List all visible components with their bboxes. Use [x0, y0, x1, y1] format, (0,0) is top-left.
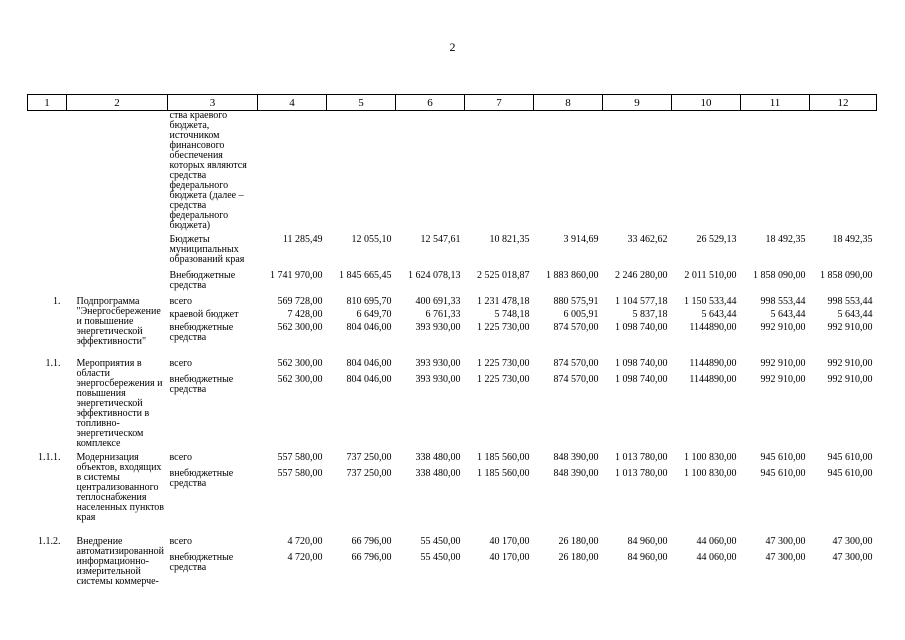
value-cell: 338 480,00: [415, 452, 461, 463]
value-cell: 84 960,00: [627, 552, 668, 563]
value-cell: 874 570,00: [553, 374, 599, 385]
value-cell: 1 098 740,00: [615, 374, 668, 385]
source-label: внебюджетные средства: [169, 552, 234, 573]
source-label: всего: [169, 296, 193, 307]
value-cell: 47 300,00: [832, 552, 873, 563]
value-cell: 1 741 970,00: [270, 270, 323, 281]
value-cell: 18 492,35: [765, 234, 806, 245]
value-cell: 1 100 830,00: [684, 468, 737, 479]
value-cell: 40 170,00: [489, 552, 530, 563]
value-cell: 66 796,00: [351, 552, 392, 563]
header-cell: 4: [258, 95, 327, 111]
value-cell: 557 580,00: [277, 468, 323, 479]
continued-source-text: ства краевого бюджета, источником финансового обеспечения которых являются средства федерального бюджета (далее – средства федерального бюджета): [169, 110, 247, 231]
value-cell: 6 649,70: [356, 309, 392, 320]
source-label: всего: [169, 452, 193, 463]
value-cell: 5 837,18: [632, 309, 668, 320]
header-row: [28, 95, 877, 111]
source-label: всего: [169, 358, 193, 369]
value-cell: 1 624 078,13: [408, 270, 461, 281]
value-cell: 992 910,00: [760, 358, 806, 369]
value-cell: 393 930,00: [415, 358, 461, 369]
value-cell: 848 390,00: [553, 452, 599, 463]
value-cell: 1 845 665,45: [339, 270, 392, 281]
value-cell: 33 462,62: [627, 234, 668, 245]
value-cell: 66 796,00: [351, 536, 392, 547]
value-cell: 562 300,00: [277, 374, 323, 385]
value-cell: 47 300,00: [765, 536, 806, 547]
value-cell: 992 910,00: [760, 322, 806, 333]
value-cell: 569 728,00: [277, 296, 323, 307]
value-cell: 1 185 560,00: [477, 468, 530, 479]
item-number: 1.: [53, 296, 61, 307]
table-row: [28, 111, 877, 232]
value-cell: 1 883 860,00: [546, 270, 599, 281]
value-cell: 2 011 510,00: [684, 270, 737, 281]
value-cell: 5 643,44: [837, 309, 873, 320]
value-cell: 737 250,00: [346, 452, 392, 463]
page-number: 2: [449, 40, 456, 54]
value-cell: 26 529,13: [696, 234, 737, 245]
header-cell: 10: [672, 95, 741, 111]
value-cell: 400 691,33: [415, 296, 461, 307]
table-row: [28, 537, 877, 553]
value-cell: 945 610,00: [827, 468, 873, 479]
value-cell: 1 185 560,00: [477, 452, 530, 463]
value-cell: 1 225 730,00: [477, 374, 530, 385]
value-cell: 55 450,00: [420, 552, 461, 563]
value-cell: 992 910,00: [827, 322, 873, 333]
table-row: [28, 359, 877, 375]
value-cell: 338 480,00: [415, 468, 461, 479]
value-cell: 804 046,00: [346, 374, 392, 385]
value-cell: 992 910,00: [760, 374, 806, 385]
header-cell: 3: [168, 95, 258, 111]
value-cell: 44 060,00: [696, 552, 737, 563]
value-cell: 874 570,00: [553, 322, 599, 333]
value-cell: 1144890,00: [689, 322, 737, 333]
value-cell: 84 960,00: [627, 536, 668, 547]
value-cell: 10 821,35: [489, 234, 530, 245]
value-cell: 3 914,69: [563, 234, 599, 245]
source-label: внебюджетные средства: [169, 322, 234, 343]
value-cell: 1 098 740,00: [615, 322, 668, 333]
source-label: Внебюджетные средства: [169, 270, 236, 291]
value-cell: 945 610,00: [760, 468, 806, 479]
value-cell: 55 450,00: [420, 536, 461, 547]
value-cell: 2 525 018,87: [477, 270, 530, 281]
item-number: 1.1.2.: [38, 536, 61, 547]
value-cell: 998 553,44: [760, 296, 806, 307]
value-cell: 557 580,00: [277, 452, 323, 463]
value-cell: 47 300,00: [765, 552, 806, 563]
value-cell: 40 170,00: [489, 536, 530, 547]
header-cell: 7: [465, 95, 534, 111]
item-name: Подпрограмма "Энергосбережение и повышение энергетической эффективности": [76, 296, 161, 347]
value-cell: 18 492,35: [832, 234, 873, 245]
value-cell: 11 285,49: [282, 234, 323, 245]
value-cell: 810 695,70: [346, 296, 392, 307]
value-cell: 945 610,00: [827, 452, 873, 463]
item-name: Модернизация объектов, входящих в системы централизованного теплоснабжения населенных пунктов края: [76, 452, 165, 523]
budget-table: [27, 94, 877, 597]
source-label: всего: [169, 536, 193, 547]
value-cell: 998 553,44: [827, 296, 873, 307]
item-number: 1.1.1.: [38, 452, 61, 463]
value-cell: 5 643,44: [701, 309, 737, 320]
header-cell: 11: [741, 95, 810, 111]
source-label: внебюджетные средства: [169, 468, 234, 489]
value-cell: 1 225 730,00: [477, 358, 530, 369]
value-cell: 5 748,18: [494, 309, 530, 320]
value-cell: 393 930,00: [415, 322, 461, 333]
value-cell: 1 231 478,18: [477, 296, 530, 307]
value-cell: 737 250,00: [346, 468, 392, 479]
value-cell: 4 720,00: [287, 536, 323, 547]
value-cell: 6 761,33: [425, 309, 461, 320]
source-label: краевой бюджет: [169, 309, 239, 320]
value-cell: 1 104 577,18: [615, 296, 668, 307]
value-cell: 945 610,00: [760, 452, 806, 463]
item-name: Мероприятия в области энергосбережения и повышения энергетической эффективности в топливно-энергетическом комплексе: [76, 358, 163, 449]
source-label: Бюджеты муниципальных образований края: [169, 234, 245, 265]
table-row: [28, 271, 877, 297]
value-cell: 6 005,91: [563, 309, 599, 320]
value-cell: 1 098 740,00: [615, 358, 668, 369]
value-cell: 12 547,61: [420, 234, 461, 245]
header-cell: 8: [534, 95, 603, 111]
value-cell: 992 910,00: [827, 358, 873, 369]
value-cell: 562 300,00: [277, 358, 323, 369]
header-cell: 1: [28, 95, 67, 111]
value-cell: 562 300,00: [277, 322, 323, 333]
value-cell: 874 570,00: [553, 358, 599, 369]
item-name: Внедрение автоматизированной информационно-измерительной системы коммерче-: [76, 536, 165, 587]
value-cell: 1 150 533,44: [684, 296, 737, 307]
value-cell: 1 858 090,00: [820, 270, 873, 281]
item-number: 1.1.: [45, 358, 61, 369]
value-cell: 1 225 730,00: [477, 322, 530, 333]
table-row: [28, 231, 877, 271]
header-cell: 5: [327, 95, 396, 111]
value-cell: 12 055,10: [351, 234, 392, 245]
value-cell: 1 858 090,00: [753, 270, 806, 281]
value-cell: 7 428,00: [287, 309, 323, 320]
header-cell: 12: [810, 95, 877, 111]
header-cell: 9: [603, 95, 672, 111]
value-cell: 393 930,00: [415, 374, 461, 385]
value-cell: 848 390,00: [553, 468, 599, 479]
table-row: [28, 453, 877, 469]
value-cell: 44 060,00: [696, 536, 737, 547]
value-cell: 880 575,91: [553, 296, 599, 307]
value-cell: 804 046,00: [346, 358, 392, 369]
value-cell: 26 180,00: [558, 536, 599, 547]
value-cell: 804 046,00: [346, 322, 392, 333]
value-cell: 26 180,00: [558, 552, 599, 563]
source-label: внебюджетные средства: [169, 374, 234, 395]
value-cell: 2 246 280,00: [615, 270, 668, 281]
header-cell: 6: [396, 95, 465, 111]
value-cell: 47 300,00: [832, 536, 873, 547]
value-cell: 1 013 780,00: [615, 452, 668, 463]
header-cell: 2: [67, 95, 168, 111]
value-cell: 1144890,00: [689, 358, 737, 369]
value-cell: 4 720,00: [287, 552, 323, 563]
value-cell: 992 910,00: [827, 374, 873, 385]
value-cell: 1 013 780,00: [615, 468, 668, 479]
value-cell: 1 100 830,00: [684, 452, 737, 463]
value-cell: 1144890,00: [689, 374, 737, 385]
value-cell: 5 643,44: [770, 309, 806, 320]
